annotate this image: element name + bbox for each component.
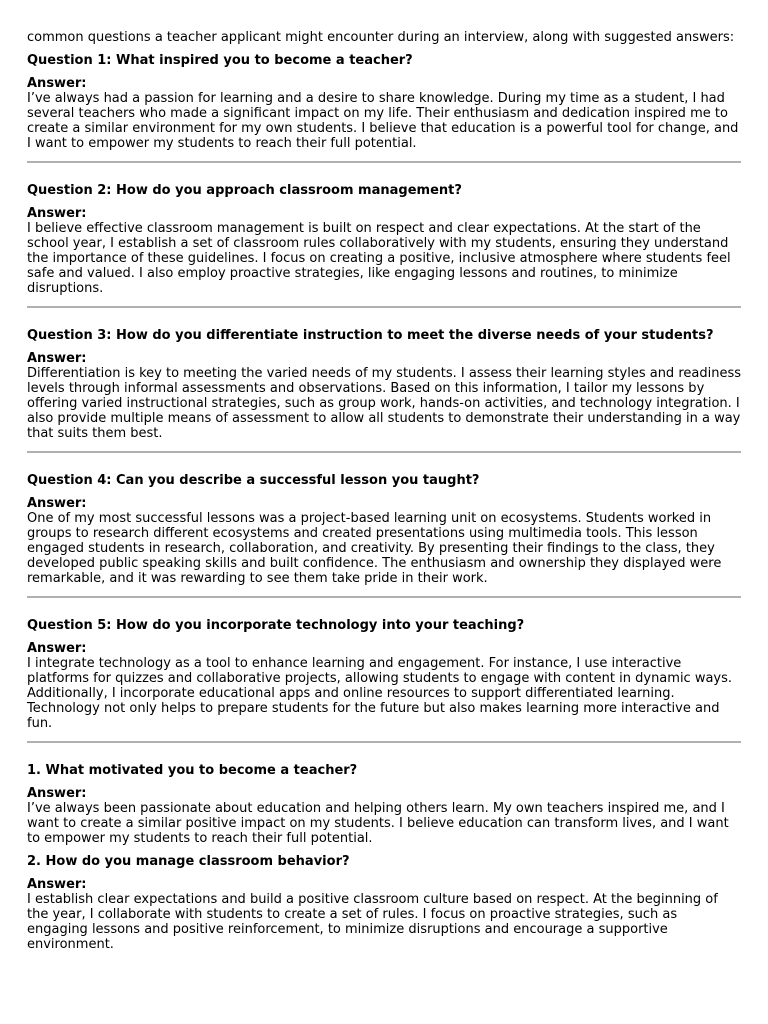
qa-section-3	[27, 328, 741, 441]
section-divider	[27, 596, 741, 598]
qa-section-4	[27, 473, 741, 586]
numbered-qa-2	[27, 854, 741, 952]
answer-label: Answer:	[27, 877, 87, 892]
answer-label: Answer:	[27, 496, 87, 511]
question-heading: Question 4: Can you describe a successful lesson you taught?	[27, 473, 480, 488]
intro-text: common questions a teacher applicant might encounter during an interview, along with suggested answers:	[27, 30, 735, 45]
answer-text: I establish clear expectations and build a positive classroom culture based on respect. At the beginning of the year, I collaborate with students to create a set of rules. I focus on proactive strategies, such as engaging lessons and positive reinforcement, to minimize disruptions and encourage a supportive environment.	[27, 892, 718, 952]
section-divider	[27, 306, 741, 308]
answer-label: Answer:	[27, 351, 87, 366]
question-heading: Question 3: How do you differentiate instruction to meet the diverse needs of your students?	[27, 328, 714, 343]
answer-text: I’ve always been passionate about education and helping others learn. My own teachers inspired me, and I want to create a similar positive impact on my students. I believe education can transform lives, and I want to empower my students to reach their full potential.	[27, 801, 729, 846]
section-divider	[27, 451, 741, 453]
question-heading: Question 1: What inspired you to become a teacher?	[27, 53, 413, 68]
section-divider	[27, 741, 741, 743]
answer-label: Answer:	[27, 206, 87, 221]
section-divider	[27, 161, 741, 163]
answer-text: Differentiation is key to meeting the varied needs of my students. I assess their learning styles and readiness levels through informal assessments and observations. Based on this information, I tailor my lessons by offering varied instructional strategies, such as group work, hands-on activities, and technology integration. I also provide multiple means of assessment to allow all students to demonstrate their understanding in a way that suits them best.	[27, 366, 741, 441]
question-heading: 2. How do you manage classroom behavior?	[27, 854, 350, 869]
answer-label: Answer:	[27, 641, 87, 656]
answer-label: Answer:	[27, 76, 87, 91]
answer-text: I’ve always had a passion for learning and a desire to share knowledge. During my time as a student, I had several teachers who made a significant impact on my life. Their enthusiasm and dedication inspired me to create a similar environment for my own students. I believe that education is a powerful tool for change, and I want to empower my students to reach their full potential.	[27, 91, 739, 151]
qa-section-2	[27, 183, 741, 296]
question-heading: 1. What motivated you to become a teacher?	[27, 763, 358, 778]
question-heading: Question 5: How do you incorporate technology into your teaching?	[27, 618, 525, 633]
numbered-qa-1	[27, 763, 741, 846]
answer-text: One of my most successful lessons was a project-based learning unit on ecosystems. Students worked in groups to research different ecosystems and created presentations using multimedia tools. This lesson engaged students in research, collaboration, and creativity. By presenting their findings to the class, they developed public speaking skills and built confidence. The enthusiasm and ownership they displayed were remarkable, and it was rewarding to see them take pride in their work.	[27, 511, 722, 586]
answer-text: I believe effective classroom management is built on respect and clear expectations. At the start of the school year, I establish a set of classroom rules collaboratively with my students, ensuring they understand the importance of these guidelines. I focus on creating a positive, inclusive atmosphere where students feel safe and valued. I also employ proactive strategies, like engaging lessons and routines, to minimize disruptions.	[27, 221, 731, 296]
answer-label: Answer:	[27, 786, 87, 801]
answer-text: I integrate technology as a tool to enhance learning and engagement. For instance, I use interactive platforms for quizzes and collaborative projects, allowing students to engage with content in dynamic ways. Additionally, I incorporate educational apps and online resources to support differentiated learning. Technology not only helps to prepare students for the future but also makes learning more interactive and fun.	[27, 656, 733, 731]
qa-section-5	[27, 618, 741, 731]
question-heading: Question 2: How do you approach classroom management?	[27, 183, 462, 198]
qa-section-1	[27, 53, 741, 151]
